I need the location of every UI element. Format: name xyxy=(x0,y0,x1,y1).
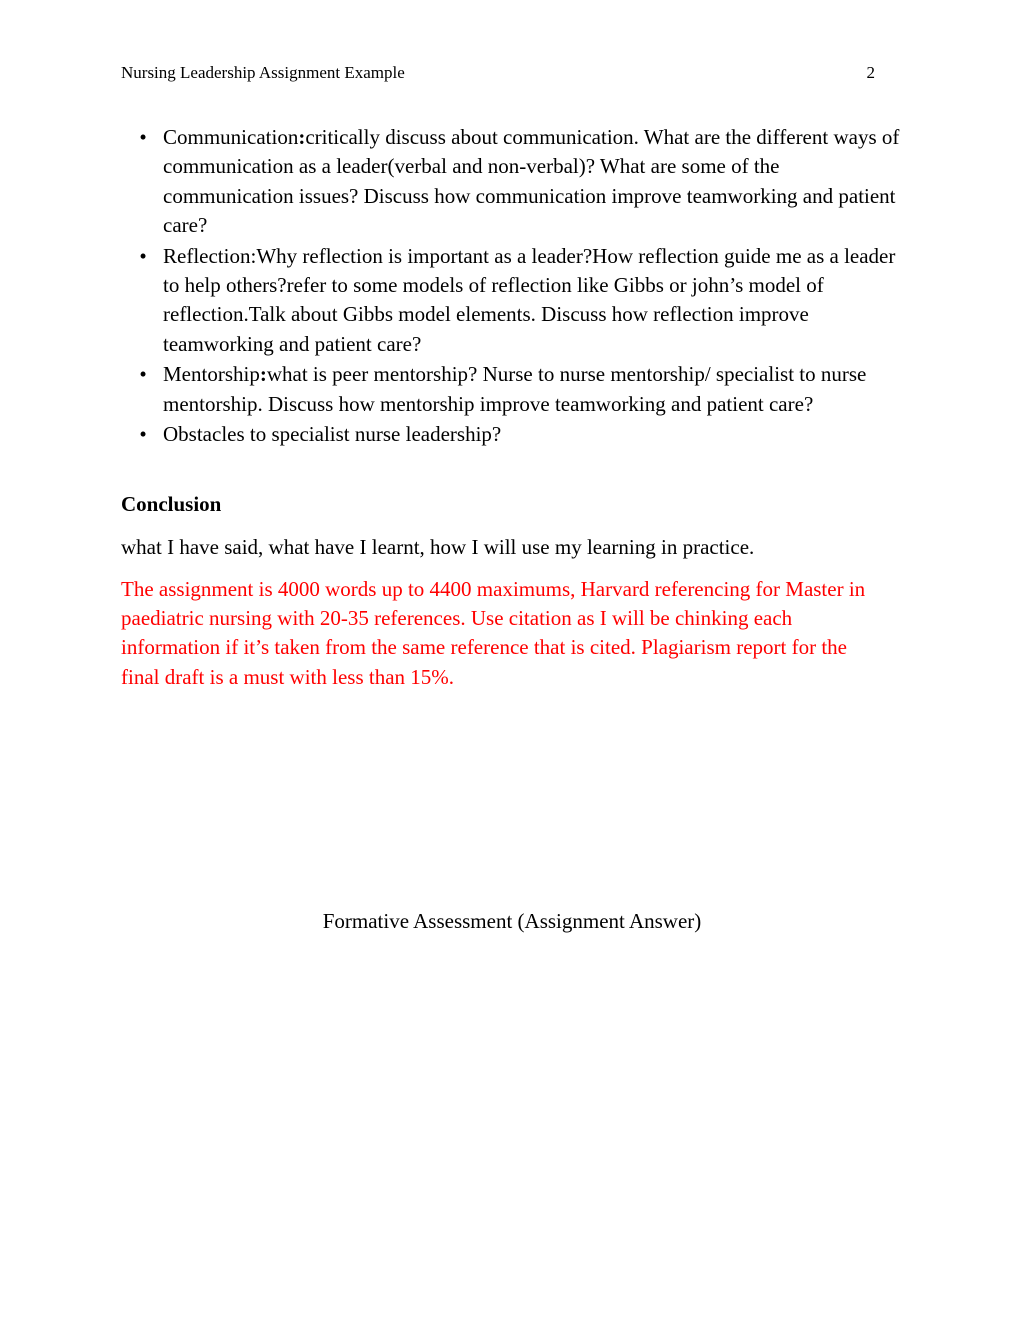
bullet-reflection xyxy=(139,242,908,359)
bullet-icon: • xyxy=(139,243,147,268)
page-number: 2 xyxy=(866,63,875,82)
bullet-colon: : xyxy=(259,362,267,387)
bullet-lead: Communication xyxy=(163,125,299,149)
topic-bullet-list xyxy=(139,123,908,451)
bullet-communication xyxy=(139,123,908,240)
bullet-icon: • xyxy=(139,362,147,387)
bullet-lead: Mentorship xyxy=(163,362,260,387)
bullet-icon: • xyxy=(139,125,147,149)
bullet-lead: Obstacles to specialist nurse leadership? xyxy=(163,422,502,447)
conclusion-text: what I have said, what have I learnt, how I will use my learning in practice. xyxy=(121,535,755,559)
formative-assessment-caption: Formative Assessment (Assignment Answer) xyxy=(322,909,702,933)
bullet-mentorship xyxy=(139,360,908,419)
running-title: Nursing Leadership Assignment Example xyxy=(121,63,405,82)
bullet-text: what is peer mentorship? Nurse to nurse mentorship/ specialist to nurse mentorship. Discuss how mentorship improve teamworking and patient care? xyxy=(163,362,867,416)
bullet-obstacles xyxy=(139,420,908,449)
conclusion-heading: Conclusion xyxy=(121,492,222,516)
bullet-icon: • xyxy=(139,422,147,447)
bullet-text: Why reflection is important as a leader?How reflection guide me as a leader to help others?refer to some models of reflection like Gibbs or john’s model of reflection.Talk about Gibbs model elements. Discuss how reflection improve teamworking and patient care? xyxy=(163,243,896,356)
bullet-colon: : xyxy=(250,243,257,268)
assignment-requirements-note: The assignment is 4000 words up to 4400 maximums, Harvard referencing for Master in paediatric nursing with 20-35 references. Use citation as I will be chinking each information if it’s taken from the same reference that is cited. Plagiarism report for the final draft is a must with less than 15%. xyxy=(121,577,866,689)
bullet-colon: : xyxy=(298,125,306,149)
bullet-text: critically discuss about communication. What are the different ways of communication as a leader(verbal and non-verbal)? What are some of the communication issues? Discuss how communication improve teamworking and patient care? xyxy=(163,125,900,237)
bullet-lead: Reflection xyxy=(163,243,251,268)
